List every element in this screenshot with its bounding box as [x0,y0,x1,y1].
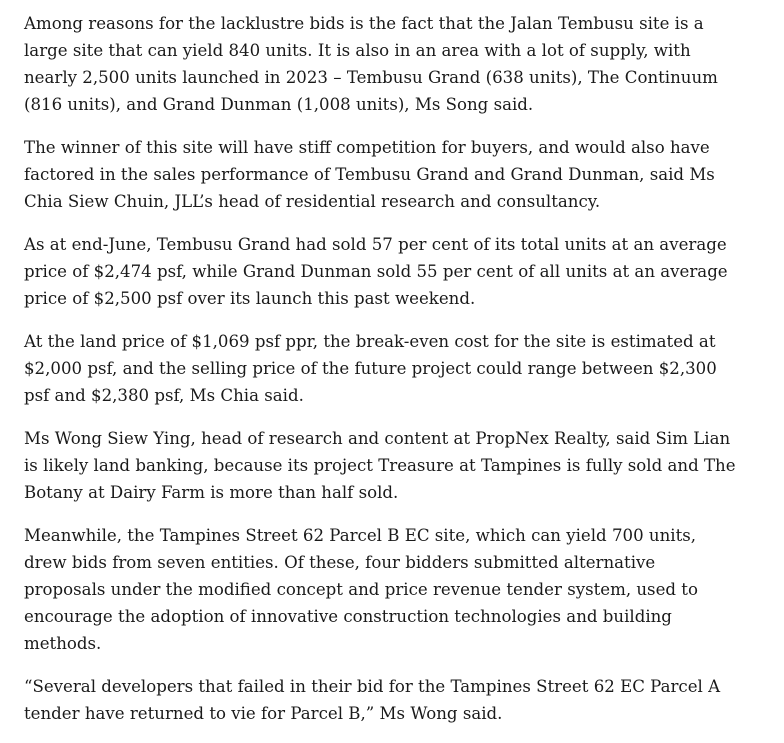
paragraph-6 [24,522,724,657]
paragraph-line: Chia Siew Chuin, JLL’s head of residential research and consultancy. [24,192,601,211]
paragraph-line: As at end-June, Tembusu Grand had sold 57 per cent of its total units at an average [24,235,727,254]
paragraph-line: drew bids from seven entities. Of these, four bidders submitted alternative [24,553,656,572]
paragraph-line: nearly 2,500 units launched in 2023 – Tembusu Grand (638 units), The Continuum [24,68,718,87]
paragraph-line: $2,000 psf, and the selling price of the future project could range between $2,300 [24,359,717,378]
paragraph-7 [24,673,724,727]
paragraph-4 [24,328,724,409]
paragraph-5 [24,425,736,506]
paragraph-line: “Several developers that failed in their bid for the Tampines Street 62 EC Parcel A [24,677,721,696]
paragraph-3 [24,231,728,312]
paragraph-line: Botany at Dairy Farm is more than half sold. [24,483,399,502]
paragraph-line: is likely land banking, because its project Treasure at Tampines is fully sold and The [24,456,736,475]
paragraph-line: factored in the sales performance of Tembusu Grand and Grand Dunman, said Ms [24,165,715,184]
paragraph-line: (816 units), and Grand Dunman (1,008 units), Ms Song said. [24,95,534,114]
paragraph-1 [24,10,724,118]
paragraph-line: Ms Wong Siew Ying, head of research and content at PropNex Realty, said Sim Lian [24,429,731,448]
paragraph-line: large site that can yield 840 units. It is also in an area with a lot of supply, with [24,41,691,60]
paragraph-line: proposals under the modified concept and price revenue tender system, used to [24,580,698,599]
paragraph-2 [24,134,724,215]
paragraph-line: price of $2,474 psf, while Grand Dunman sold 55 per cent of all units at an average [24,262,728,281]
paragraph-line: price of $2,500 psf over its launch this past weekend. [24,289,476,308]
paragraph-line: encourage the adoption of innovative construction technologies and building [24,607,672,626]
paragraph-line: At the land price of $1,069 psf ppr, the break-even cost for the site is estimated at [24,332,716,351]
article-body [24,10,736,743]
paragraph-line: Among reasons for the lacklustre bids is the fact that the Jalan Tembusu site is a [24,14,704,33]
paragraph-line: tender have returned to vie for Parcel B,” Ms Wong said. [24,704,503,723]
paragraph-line: The winner of this site will have stiff competition for buyers, and would also have [24,138,710,157]
paragraph-line: psf and $2,380 psf, Ms Chia said. [24,386,304,405]
paragraph-line: Meanwhile, the Tampines Street 62 Parcel B EC site, which can yield 700 units, [24,526,697,545]
paragraph-line: methods. [24,634,102,653]
